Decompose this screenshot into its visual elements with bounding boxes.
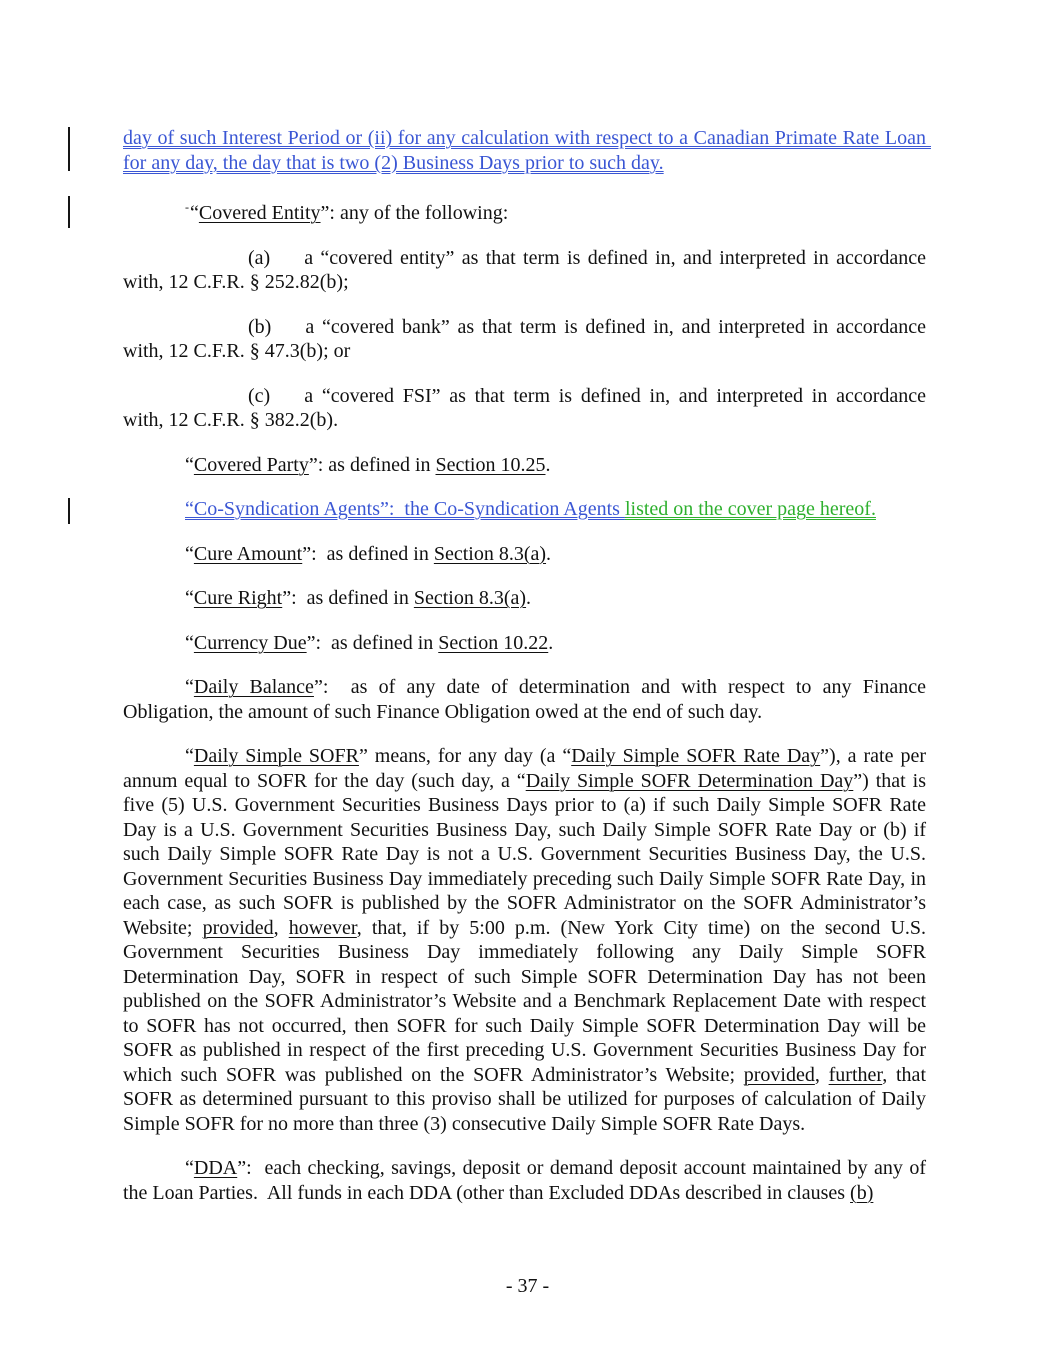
text-run: . [526,587,532,609]
defined-term-or-section-ref: Section 10.22 [438,631,549,654]
defined-term-or-section-ref: provided [202,916,274,939]
defined-term-or-section-ref: Section 10.25 [435,453,546,476]
inserted-text-green: listed on the cover page hereof. [624,498,876,520]
defined-term-or-section-ref: Covered Entity [198,202,321,224]
text-run: “ [185,542,194,565]
text-run: ” means, for any day (a “ [358,745,572,767]
text-run: a “covered entity” as that term is defined in, and interpreted in accordance with, 12 C.F.R. § 252.82(b); [123,246,931,293]
text-run: (b) [248,315,272,338]
defined-term-or-section-ref: Daily Balance [193,676,314,698]
text-run: , that SOFR as determined pursuant to this proviso shall be utilized for purposes of calculation of Daily Simple SOFR for no more than three (3) consecutive Daily Simple SOFR Rate Days. [123,1063,931,1135]
defined-term-or-section-ref: provided [743,1063,815,1086]
revision-tick-mark: - [185,200,190,214]
text-run: ”: as defined in [302,542,434,565]
text-run: ”: as defined in [282,587,414,609]
definition-cure-amount [123,542,926,567]
text-run: (a) [248,246,271,269]
text-run: “ [185,587,194,609]
text-run: ”: as defined in [308,453,436,476]
continued-paragraph-canadian-prime-rate [123,126,931,175]
clause-a-covered-entity [123,246,931,295]
defined-term-or-section-ref: Cure Right [193,587,283,609]
clause-c-covered-fsi [123,384,931,433]
defined-term-or-section-ref: (b) [850,1181,874,1204]
text-run: ”) that is five (5) U.S. Government Securities Business Days prior to (a) if such Daily Simple SOFR Rate Day is a U.S. Government Securities Business Day, such Daily Simple SOFR Rate Day or (b) if such Daily Simple SOFR Rate Day is not a U.S. Government Securities Business Day, the U.S. Government Securities Business Day immediately preceding such Daily Simple SOFR Rate Day, in each case, as such SOFR is published by the SOFR Administrator on the SOFR Administrator’s Website; [123,769,931,939]
text-run: , [273,916,289,939]
text-run: a “covered bank” as that term is defined in, and interpreted in accordance with, 12 C.F.R. § 47.3(b); or [123,315,931,362]
text-run: . [548,631,554,654]
page-number: - 37 - [505,1275,550,1297]
definition-covered-party [123,453,926,478]
text-run: “ [190,202,199,224]
inserted-text-blue: “Co-Syndication Agents”: the Co-Syndication Agents [185,498,625,520]
text-run: “ [185,676,194,698]
defined-term-or-section-ref: Section 8.3(a) [433,542,547,565]
defined-term-or-section-ref: further [828,1063,883,1086]
text-run: ”: as defined in [306,631,439,654]
defined-term-or-section-ref: Covered Party [193,453,309,476]
definition-cure-right [123,586,926,611]
document-body [123,126,932,1225]
text-run: (c) [248,384,271,407]
defined-term-or-section-ref: Cure Amount [193,542,303,565]
defined-term-or-section-ref: however [288,916,357,939]
defined-term-or-section-ref: Daily Simple SOFR Rate Day [571,745,821,767]
definition-daily-simple-sofr [123,744,932,1136]
defined-term-or-section-ref: Daily Simple SOFR Determination Day [525,769,854,792]
text-run: ”), a rate per annum equal to SOFR for the day (such day, a “ [123,745,931,792]
text-run: , that, if by 5:00 p.m. (New York City time) on the second U.S. Government Securities Business Day immediately following any Daily Simple SOFR Determination Day, SOFR in respect of such Simple SOFR Determination Day has not been published on the SOFR Administrator’s Website and a Benchmark Replacement Date with respect to SOFR has not occurred, then SOFR for such Daily Simple SOFR Determination Day will be SOFR as published in respect of the first preceding U.S. Government Securities Business Day for which such SOFR was published on the SOFR Administrator’s Website; [123,916,932,1086]
text-run: “ [185,453,194,476]
definition-covered-entity [123,195,926,226]
text-run: . [545,453,551,476]
definition-co-syndication-agents [123,497,926,522]
defined-term-or-section-ref: Daily Simple SOFR [193,745,359,767]
definition-currency-due [123,631,926,656]
text-run: “ [185,631,194,654]
text-run: a “covered FSI” as that term is defined in, and interpreted in accordance with, 12 C.F.R. § 382.2(b). [123,384,931,431]
text-run: “ [185,745,194,767]
inserted-text-blue: day of such Interest Period or (ii) for any calculation with respect to a Canadian Primate Rate Loan for any day, the day that is two (2) Business Days prior to such day. [123,127,931,174]
text-run: ”: each checking, savings, deposit or demand deposit account maintained by any of the Loan Parties. All funds in each DDA (other than Excluded DDAs described in clauses [123,1157,931,1204]
text-run: , [814,1063,829,1086]
defined-term-or-section-ref: Section 8.3(a) [413,587,527,609]
text-run: “ [185,1157,194,1179]
defined-term-or-section-ref: DDA [193,1157,238,1179]
definition-dda [123,1156,931,1205]
text-run: . [546,542,552,565]
text-run: ”: as of any date of determination and with respect to any Finance Obligation, the amount of such Finance Obligation owed at the end of such day. [123,676,932,723]
defined-term-or-section-ref: Currency Due [193,631,307,654]
clause-b-covered-bank [123,315,931,364]
definition-daily-balance [123,675,932,724]
text-run: ”: any of the following: [320,202,509,224]
